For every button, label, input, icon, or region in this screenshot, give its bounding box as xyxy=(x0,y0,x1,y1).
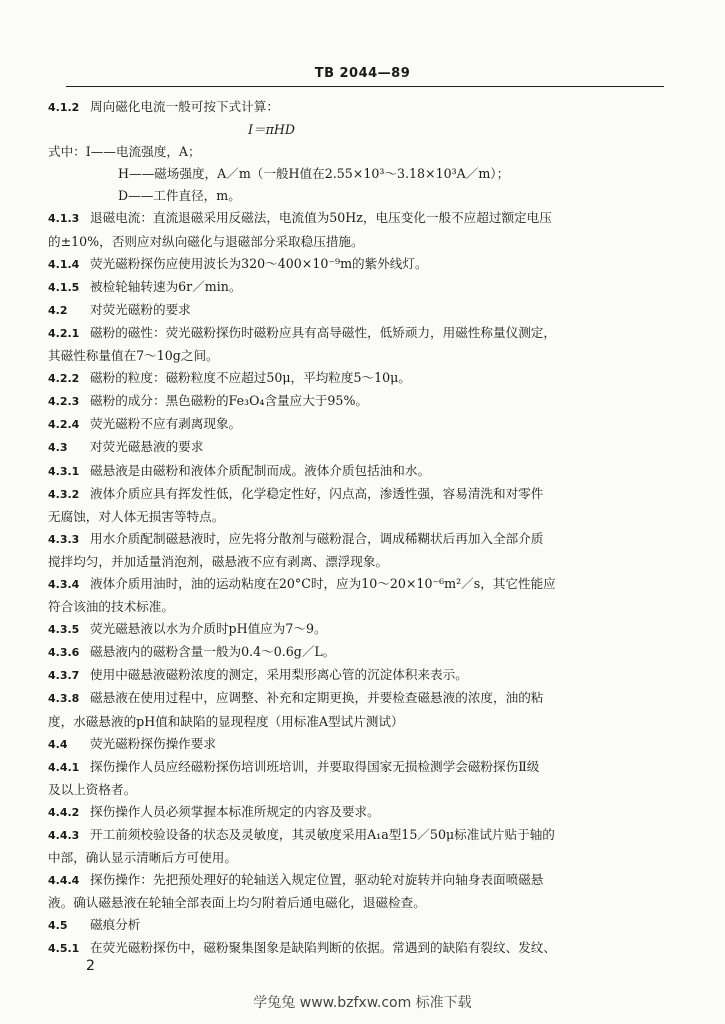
text-line xyxy=(48,779,668,801)
clause-line xyxy=(48,413,668,436)
clause-line xyxy=(48,460,668,483)
line-text: 搅拌均匀，并加适量消泡剂，磁悬液不应有剥离、漂浮现象。 xyxy=(48,553,389,569)
clause-number: 4.3.6 xyxy=(48,646,80,660)
line-text: 磁悬液内的磁粉含量一般为0.4～0.6g／L。 xyxy=(90,644,336,660)
clause-line xyxy=(48,207,668,230)
line-text: 磁悬液是由磁粉和液体介质配制而成。液体介质包括油和水。 xyxy=(90,462,431,478)
document-body xyxy=(48,96,668,961)
line-text: 探伤操作：先把预处理好的轮轴送入规定位置，驱动轮对旋转并向轴身表面喷磁悬 xyxy=(90,872,544,888)
clause-number: 4.3.5 xyxy=(48,623,80,637)
clause-line xyxy=(48,733,668,756)
page-number: 2 xyxy=(86,958,95,974)
line-text: 液。确认磁悬液在轮轴全部表面上均匀附着后通电磁化，退磁检查。 xyxy=(48,895,426,911)
clause-line xyxy=(48,528,668,551)
clause-line xyxy=(48,801,668,824)
clause-number: 4.1.2 xyxy=(48,101,80,114)
line-text: 磁粉的粒度：磁粉粒度不应超过50μ，平均粒度5～10μ。 xyxy=(90,370,411,386)
clause-number: 4.1.3 xyxy=(48,212,80,226)
clause-line xyxy=(48,253,668,276)
line-text: 液体介质应具有挥发性低，化学稳定性好，闪点高，渗透性强，容易清洗和对零件 xyxy=(90,485,544,501)
line-text: 磁粉的磁性：荧光磁粉探伤时磁粉应具有高导磁性，低矫顽力，用磁性称量仪测定， xyxy=(90,324,556,340)
clause-number: 4.1.5 xyxy=(48,280,80,294)
clause-line xyxy=(48,937,668,960)
clause-line xyxy=(48,914,668,937)
clause-line xyxy=(48,756,668,779)
line-text: 式中：I——电流强度，A； xyxy=(48,144,201,160)
clause-number: 4.2.4 xyxy=(48,418,80,432)
line-text: 开工前须校验设备的状态及灵敏度，其灵敏度采用A₁a型15／50μ标准试片贴于轴的 xyxy=(90,827,555,842)
clause-number: 4.4.3 xyxy=(48,829,80,842)
clause-number: 4.2.1 xyxy=(48,326,80,340)
line-text: I＝πHD xyxy=(248,122,295,138)
text-line xyxy=(48,185,668,207)
line-text: 在荧光磁粉探伤中，磁粉聚集图象是缺陷判断的依据。常遇到的缺陷有裂纹、发纹、 xyxy=(90,940,556,956)
line-text: 磁粉的成分：黑色磁粉的Fe₃O₄含量应大于95%。 xyxy=(90,393,369,409)
line-text: 被检轮轴转速为6r／min。 xyxy=(90,278,242,294)
text-line xyxy=(48,345,668,367)
clause-number: 4.5.1 xyxy=(48,942,80,956)
line-text: 及以上资格者。 xyxy=(48,781,137,797)
clause-line xyxy=(48,483,668,506)
text-line xyxy=(48,163,668,185)
line-text: 符合该油的技术标准。 xyxy=(48,599,174,615)
clause-number: 4.2 xyxy=(48,303,68,317)
standard-number-header: TB 2044—89 xyxy=(314,66,411,81)
clause-line xyxy=(48,869,668,892)
line-text: 使用中磁悬液磁粉浓度的测定，采用梨形离心管的沉淀体积来表示。 xyxy=(90,667,468,683)
text-line xyxy=(48,847,668,869)
text-line xyxy=(48,231,668,253)
text-line xyxy=(48,892,668,914)
clause-line xyxy=(48,687,668,710)
clause-number: 4.4.2 xyxy=(48,805,80,819)
line-text: D——工件直径，m。 xyxy=(118,188,241,204)
clause-number: 4.3.2 xyxy=(48,487,80,501)
clause-number: 4.4 xyxy=(48,737,68,751)
text-line xyxy=(48,119,668,141)
clause-number: 4.1.4 xyxy=(48,257,80,271)
text-line xyxy=(48,506,668,528)
line-text: 其磁性称量值在7～10g之间。 xyxy=(48,348,219,364)
line-text: 的±10%，否则应对纵向磁化与退磁部分采取稳压措施。 xyxy=(48,233,364,249)
clause-number: 4.3.4 xyxy=(48,577,80,591)
clause-number: 4.3 xyxy=(48,441,68,455)
line-text: 无腐蚀，对人体无损害等特点。 xyxy=(48,508,225,524)
line-text: 退磁电流：直流退磁采用反磁法，电流值为50Hz，电压变化一般不应超过额定电压 xyxy=(90,210,552,226)
watermark-footer: 学兔兔 www.bzfxw.com 标准下载 xyxy=(253,995,472,1011)
line-text: 周向磁化电流一般可按下式计算： xyxy=(90,99,279,114)
clause-number: 4.5 xyxy=(48,919,68,933)
line-text: 荧光磁粉探伤应使用波长为320～400×10⁻⁹m的紫外线灯。 xyxy=(90,255,428,271)
clause-number: 4.3.8 xyxy=(48,692,80,706)
clause-number: 4.3.1 xyxy=(48,464,80,478)
line-text: 中部，确认显示清晰后方可使用。 xyxy=(48,850,237,866)
line-text: H——磁场强度，A／m（一般H值在2.55×10³～3.18×10³A／m）； xyxy=(118,166,510,182)
line-text: 探伤操作人员必须掌握本标准所规定的内容及要求。 xyxy=(90,803,380,819)
clause-line xyxy=(48,436,668,459)
clause-number: 4.2.3 xyxy=(48,395,80,409)
clause-line xyxy=(48,390,668,413)
line-text: 液体介质用油时，油的运动粘度在20°C时，应为10～20×10⁻⁶m²／s，其它性能应 xyxy=(90,575,556,591)
clause-number: 4.4.1 xyxy=(48,760,80,774)
clause-line xyxy=(48,618,668,641)
line-text: 度，水磁悬液的pH值和缺陷的显现程度（用标准A型试片测试） xyxy=(48,713,404,729)
clause-line xyxy=(48,824,668,847)
clause-number: 4.2.2 xyxy=(48,372,80,386)
line-text: 荧光磁粉不应有剥离现象。 xyxy=(90,416,242,432)
clause-number: 4.3.3 xyxy=(48,532,80,546)
line-text: 用水介质配制磁悬液时，应先将分散剂与磁粉混合，调成稀糊状后再加入全部介质 xyxy=(90,530,544,546)
line-text: 荧光磁悬液以水为介质时pH值应为7～9。 xyxy=(90,621,327,637)
clause-number: 4.3.7 xyxy=(48,669,80,683)
clause-line xyxy=(48,367,668,390)
text-line xyxy=(48,141,668,163)
text-line xyxy=(48,596,668,618)
line-text: 磁痕分析 xyxy=(90,917,141,933)
text-line xyxy=(48,711,668,733)
text-line xyxy=(48,551,668,573)
line-text: 对荧光磁粉的要求 xyxy=(90,301,191,317)
line-text: 探伤操作人员应经磁粉探伤培训班培训，并要取得国家无损检测学会磁粉探伤Ⅱ级 xyxy=(90,758,540,774)
clause-line xyxy=(48,276,668,299)
line-text: 对荧光磁悬液的要求 xyxy=(90,439,204,455)
clause-line xyxy=(48,299,668,322)
clause-line xyxy=(48,641,668,664)
clause-number: 4.4.4 xyxy=(48,874,80,888)
clause-line xyxy=(48,664,668,687)
clause-line xyxy=(48,96,668,119)
header-rule xyxy=(66,86,664,87)
line-text: 磁悬液在使用过程中，应调整、补充和定期更换，并要检查磁悬液的浓度，油的粘 xyxy=(90,690,544,706)
clause-line xyxy=(48,322,668,345)
clause-line xyxy=(48,573,668,596)
line-text: 荧光磁粉探伤操作要求 xyxy=(90,735,216,751)
